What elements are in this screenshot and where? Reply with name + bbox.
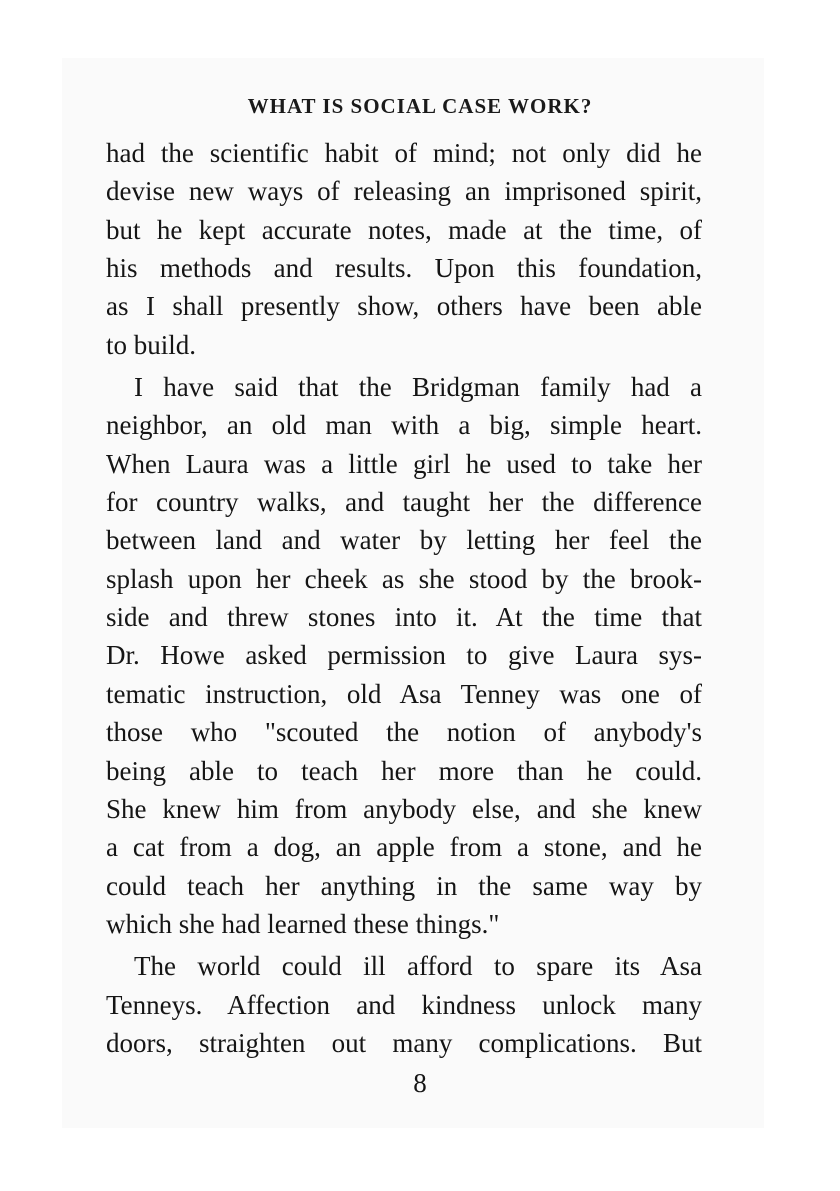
text-line: between land and water by letting her feel the	[106, 525, 702, 556]
text-line: which she had learned these things."	[106, 908, 500, 939]
text-line: She knew him from anybody else, and she knew	[106, 793, 702, 824]
text-line: side and threw stones into it. At the time that	[106, 602, 702, 633]
text-line: for country walks, and taught her the difference	[106, 487, 702, 518]
text-line: When Laura was a little girl he used to take her	[106, 448, 702, 479]
text-line: devise new ways of releasing an imprisoned spirit,	[106, 176, 702, 207]
text-line: Dr. Howe asked permission to give Laura sys-	[106, 640, 702, 671]
text-line: as I shall presently show, others have been able	[106, 291, 702, 322]
text-line: being able to teach her more than he could.	[106, 755, 702, 786]
text-line: Tenneys. Affection and kindness unlock many	[106, 989, 702, 1020]
paragraph	[106, 947, 702, 1062]
text-line: a cat from a dog, an apple from a stone, and he	[106, 832, 702, 863]
page-number: 8	[413, 1068, 427, 1098]
running-header: WHAT IS SOCIAL CASE WORK?	[247, 94, 593, 118]
text-line: but he kept accurate notes, made at the time, of	[106, 214, 702, 245]
text-line: tematic instruction, old Asa Tenney was one of	[106, 678, 702, 709]
text-line: to build.	[106, 329, 197, 360]
text-line: I have said that the Bridgman family had a	[134, 372, 702, 403]
paragraph	[106, 368, 702, 943]
text-line: had the scientific habit of mind; not only did he	[106, 138, 702, 168]
text-line: splash upon her cheek as she stood by the brook-	[106, 563, 702, 594]
text-line: could teach her anything in the same way by	[106, 870, 702, 901]
text-line: neighbor, an old man with a big, simple heart.	[106, 410, 702, 441]
text-line: doors, straighten out many complications. But	[106, 1027, 702, 1058]
text-line: his methods and results. Upon this foundation,	[106, 253, 702, 284]
text-line: those who "scouted the notion of anybody's	[106, 717, 702, 748]
text-line: The world could ill afford to spare its Asa	[134, 951, 702, 982]
body-text	[106, 134, 702, 1062]
paragraph	[106, 134, 702, 364]
